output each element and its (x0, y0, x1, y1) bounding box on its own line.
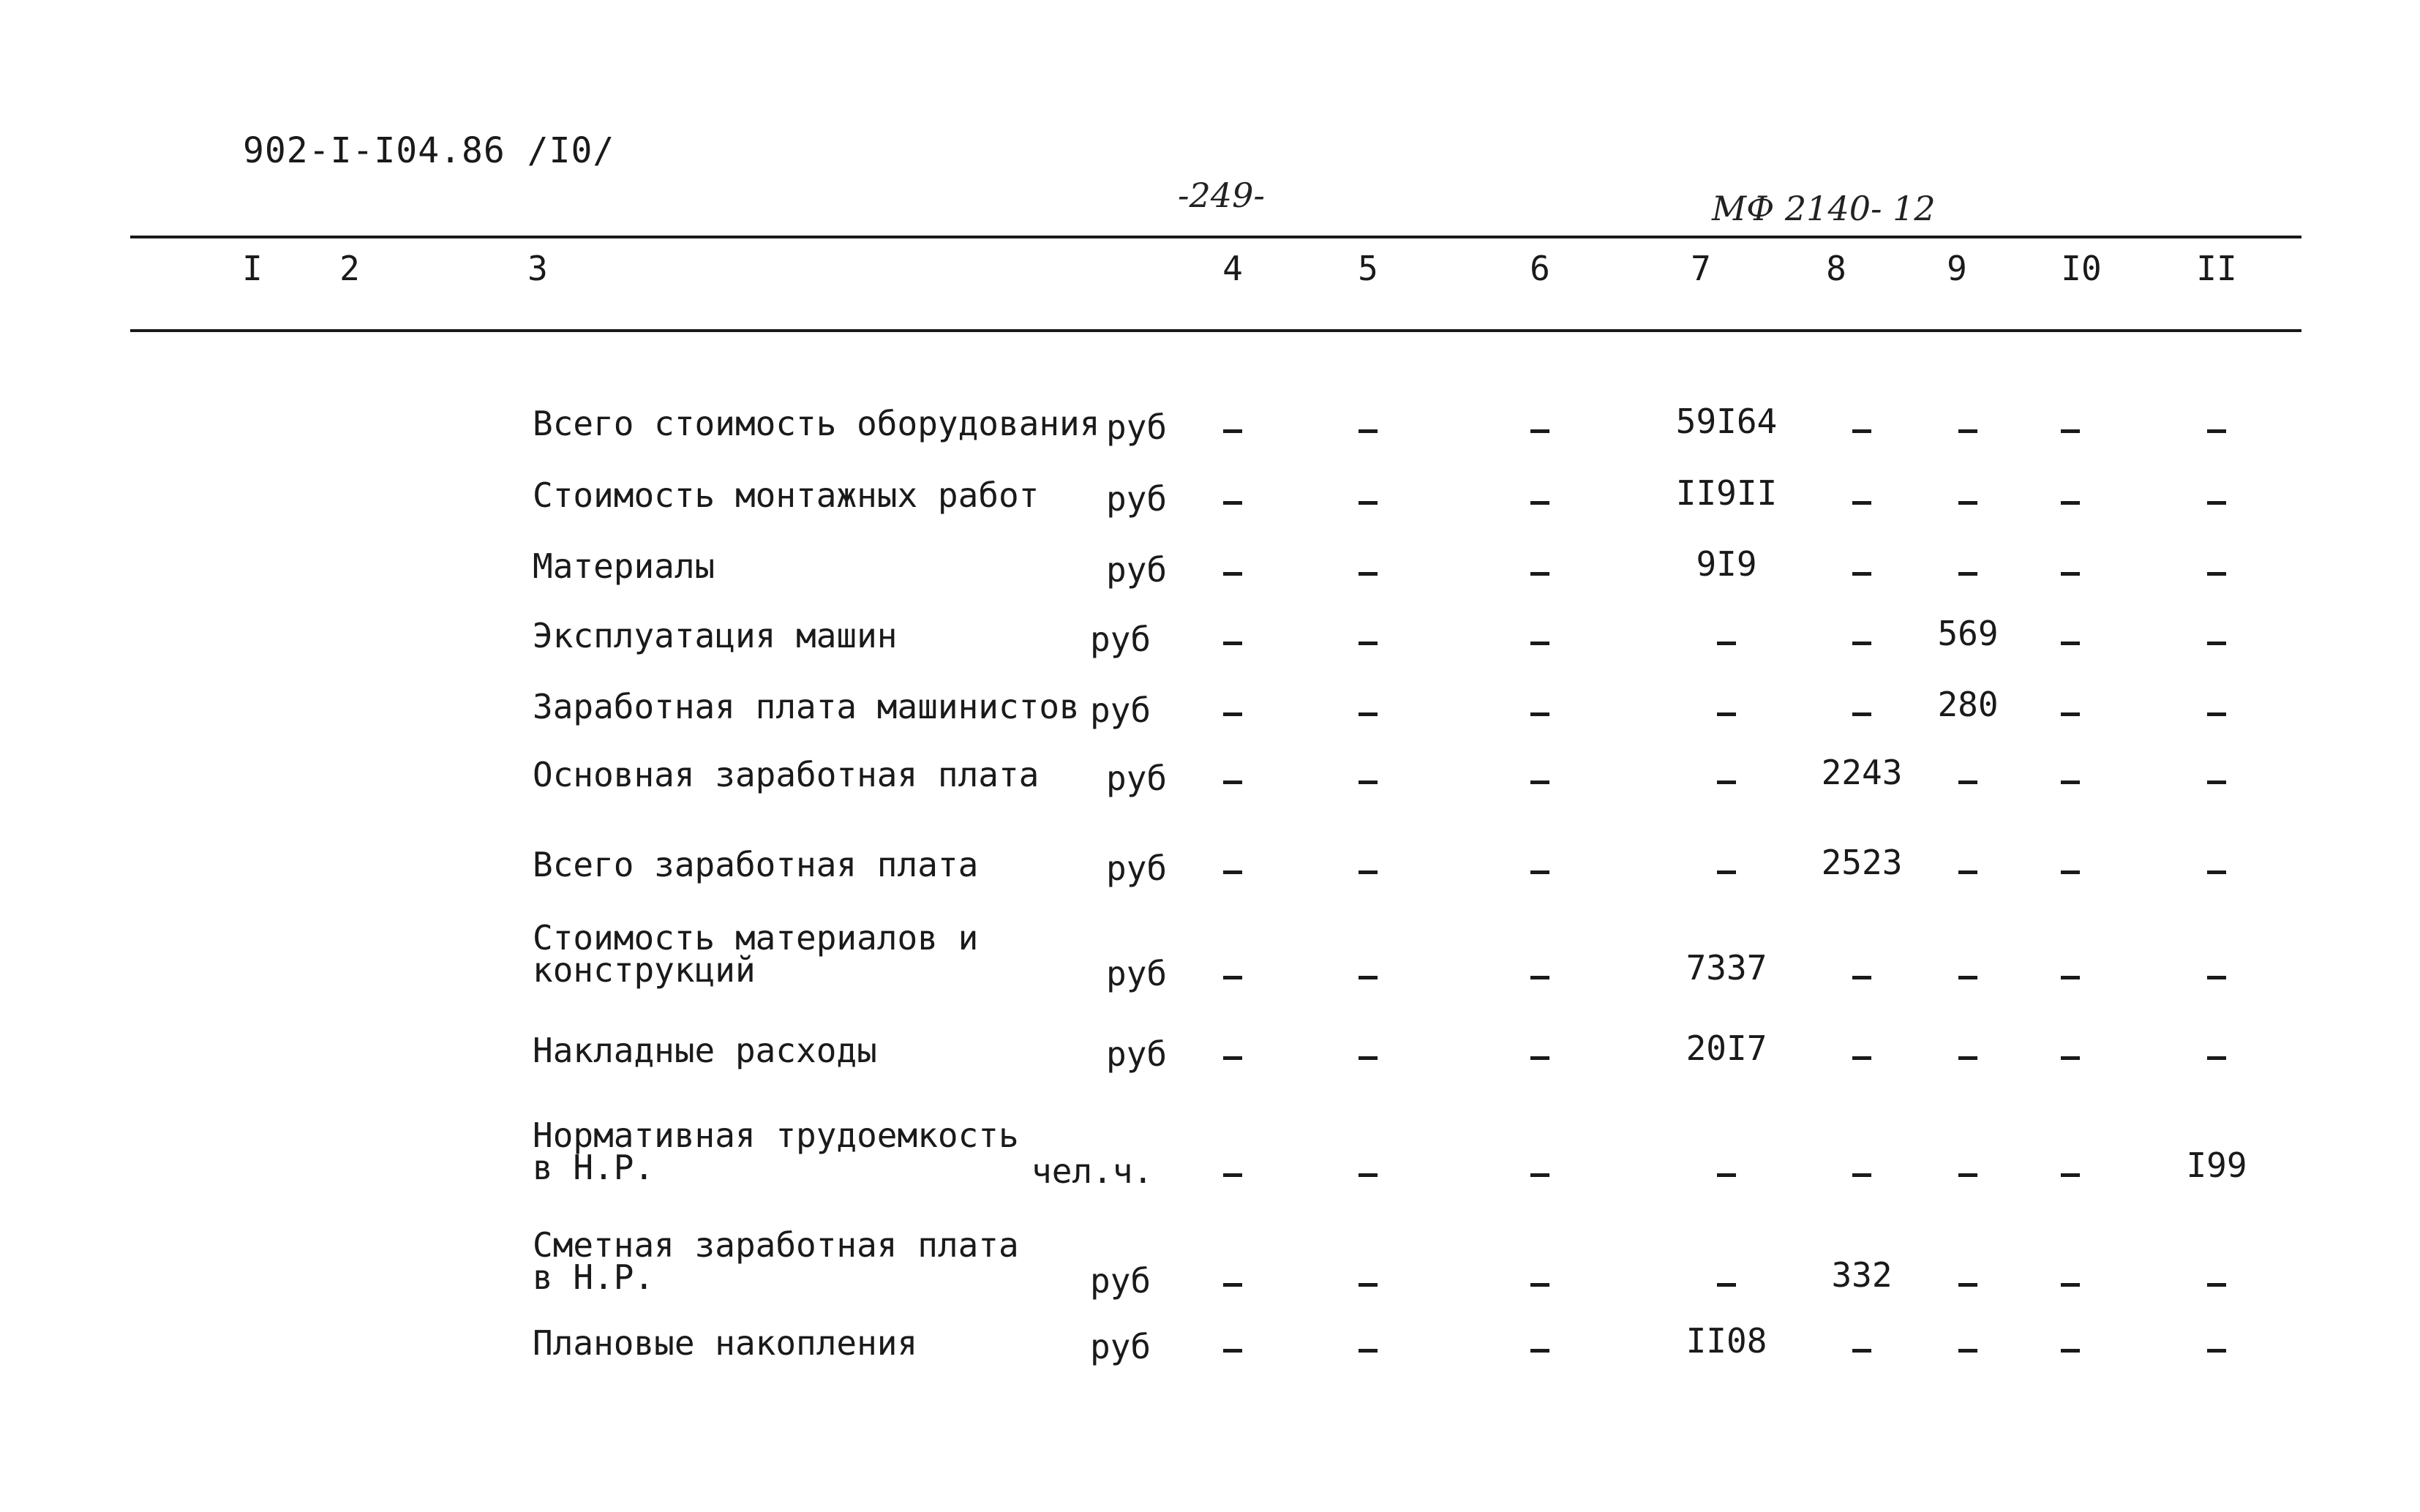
empty-cell-dash (1359, 1173, 1378, 1177)
empty-cell-dash (1852, 1056, 1871, 1060)
empty-cell-dash (2061, 976, 2080, 979)
empty-cell-dash (2207, 1056, 2226, 1060)
row-label-line: Сметная заработная плата (533, 1225, 1019, 1265)
empty-cell-dash (1852, 976, 1871, 979)
empty-cell-dash (1530, 870, 1549, 874)
column-header-10: I0 (2061, 249, 2102, 288)
empty-cell-dash (2061, 642, 2080, 645)
column-header-4: 4 (1222, 249, 1243, 288)
empty-cell-dash (1958, 781, 1977, 784)
value-cell: 569 (1937, 614, 1999, 653)
empty-cell-dash (1958, 572, 1977, 576)
row-label (533, 1323, 918, 1363)
empty-cell-dash (1852, 1173, 1871, 1177)
empty-cell-dash (1852, 429, 1871, 433)
empty-cell-dash (2207, 712, 2226, 716)
header-rule-top (130, 236, 2301, 238)
row-label-line: Заработная плата машинистов (533, 687, 1080, 726)
empty-cell-dash (1958, 429, 1977, 433)
empty-cell-dash (1359, 429, 1378, 433)
empty-cell-dash (1530, 1283, 1549, 1287)
column-header-11: II (2196, 249, 2237, 288)
row-label-line: Нормативная трудоемкость (533, 1116, 1019, 1155)
empty-cell-dash (1530, 976, 1549, 979)
empty-cell-dash (2207, 1283, 2226, 1287)
empty-cell-dash (1359, 870, 1378, 874)
value-cell: 280 (1937, 685, 1999, 724)
empty-cell-dash (2207, 429, 2226, 433)
empty-cell-dash (2061, 781, 2080, 784)
empty-cell-dash (1530, 1349, 1549, 1353)
row-unit: руб (1090, 1327, 1151, 1366)
row-label-line: Эксплуатация машин (533, 616, 898, 655)
empty-cell-dash (1958, 1349, 1977, 1353)
row-label-line: Всего стоимость оборудования (533, 404, 1100, 443)
empty-cell-dash (1717, 870, 1736, 874)
row-label-line: Основная заработная плата (533, 755, 1040, 794)
value-cell: 7337 (1686, 948, 1767, 988)
value-cell: 20I7 (1686, 1028, 1767, 1068)
row-unit: руб (1106, 550, 1168, 590)
row-unit: руб (1090, 1261, 1151, 1301)
empty-cell-dash (1359, 642, 1378, 645)
empty-cell-dash (2061, 1349, 2080, 1353)
row-unit: руб (1106, 479, 1168, 519)
empty-cell-dash (2061, 1173, 2080, 1177)
empty-cell-dash (1223, 976, 1242, 979)
header-rule-bottom (130, 329, 2301, 332)
empty-cell-dash (1852, 1349, 1871, 1353)
empty-cell-dash (2207, 501, 2226, 505)
empty-cell-dash (1359, 1283, 1378, 1287)
value-cell: 59I64 (1675, 402, 1778, 441)
row-label (533, 1225, 1019, 1297)
row-unit: руб (1090, 620, 1151, 659)
empty-cell-dash (2061, 429, 2080, 433)
empty-cell-dash (1852, 572, 1871, 576)
empty-cell-dash (2061, 870, 2080, 874)
empty-cell-dash (1530, 642, 1549, 645)
empty-cell-dash (1223, 1283, 1242, 1287)
value-cell: 9I9 (1696, 544, 1757, 584)
row-label (533, 404, 1100, 443)
document-code: 902-I-I04.86 /I0/ (243, 130, 615, 171)
empty-cell-dash (1530, 429, 1549, 433)
empty-cell-dash (1359, 712, 1378, 716)
empty-cell-dash (1359, 1349, 1378, 1353)
empty-cell-dash (1530, 572, 1549, 576)
empty-cell-dash (1958, 501, 1977, 505)
row-unit: чел.ч. (1031, 1151, 1154, 1191)
empty-cell-dash (1223, 781, 1242, 784)
value-cell: II9II (1675, 473, 1778, 513)
empty-cell-dash (1223, 1349, 1242, 1353)
empty-cell-dash (2207, 870, 2226, 874)
empty-cell-dash (2061, 712, 2080, 716)
column-header-7: 7 (1691, 249, 1711, 288)
empty-cell-dash (1530, 781, 1549, 784)
row-unit: руб (1106, 1034, 1168, 1074)
row-label (533, 475, 1040, 515)
empty-cell-dash (1958, 976, 1977, 979)
row-label (533, 755, 1040, 794)
empty-cell-dash (2207, 781, 2226, 784)
sheet-code: МФ 2140- 12 (1712, 189, 1936, 228)
empty-cell-dash (1717, 1283, 1736, 1287)
empty-cell-dash (1852, 712, 1871, 716)
row-label-line: Накладные расходы (533, 1031, 877, 1070)
row-label-line: Всего заработная плата (533, 845, 979, 884)
empty-cell-dash (1958, 1056, 1977, 1060)
empty-cell-dash (2207, 1349, 2226, 1353)
empty-cell-dash (1958, 1283, 1977, 1287)
empty-cell-dash (2207, 642, 2226, 645)
empty-cell-dash (1852, 642, 1871, 645)
row-unit: руб (1106, 849, 1168, 888)
value-cell: 332 (1831, 1255, 1893, 1295)
row-label (533, 1116, 1019, 1187)
column-header-3: 3 (527, 249, 548, 288)
row-label-line: Стоимость монтажных работ (533, 475, 1040, 515)
column-header-9: 9 (1947, 249, 1967, 288)
empty-cell-dash (2207, 572, 2226, 576)
empty-cell-dash (2207, 976, 2226, 979)
empty-cell-dash (1359, 781, 1378, 784)
row-label (533, 546, 715, 586)
row-unit: руб (1106, 759, 1168, 798)
value-cell: I99 (2186, 1146, 2247, 1185)
empty-cell-dash (1223, 1173, 1242, 1177)
column-header-1: I (242, 249, 263, 288)
row-label-line: конструкций (533, 950, 756, 990)
empty-cell-dash (1717, 642, 1736, 645)
empty-cell-dash (1359, 1056, 1378, 1060)
empty-cell-dash (1223, 501, 1242, 505)
empty-cell-dash (1530, 712, 1549, 716)
row-label-line: Стоимость материалов и (533, 918, 979, 958)
empty-cell-dash (1359, 976, 1378, 979)
empty-cell-dash (1958, 1173, 1977, 1177)
empty-cell-dash (1223, 712, 1242, 716)
value-cell: 2523 (1821, 843, 1903, 882)
value-cell: II08 (1686, 1321, 1767, 1361)
row-unit: руб (1090, 691, 1151, 730)
empty-cell-dash (1223, 1056, 1242, 1060)
row-label (533, 1031, 877, 1070)
row-unit: руб (1106, 954, 1168, 993)
empty-cell-dash (1717, 781, 1736, 784)
column-header-8: 8 (1826, 249, 1846, 288)
row-label-line: в Н.Р. (533, 1148, 655, 1187)
empty-cell-dash (1958, 870, 1977, 874)
value-cell: 2243 (1821, 753, 1903, 792)
column-header-5: 5 (1358, 249, 1378, 288)
empty-cell-dash (1223, 870, 1242, 874)
row-label-line: Материалы (533, 546, 715, 586)
row-label (533, 687, 1080, 726)
row-label (533, 616, 898, 655)
row-label (533, 918, 979, 990)
empty-cell-dash (2061, 1283, 2080, 1287)
empty-cell-dash (2061, 501, 2080, 505)
empty-cell-dash (1223, 642, 1242, 645)
empty-cell-dash (1717, 712, 1736, 716)
column-header-2: 2 (339, 249, 360, 288)
row-label (533, 845, 979, 884)
empty-cell-dash (1223, 572, 1242, 576)
empty-cell-dash (1359, 501, 1378, 505)
empty-cell-dash (1530, 1173, 1549, 1177)
row-unit: руб (1106, 407, 1168, 447)
empty-cell-dash (1223, 429, 1242, 433)
empty-cell-dash (1852, 501, 1871, 505)
empty-cell-dash (2061, 572, 2080, 576)
column-header-6: 6 (1530, 249, 1550, 288)
page-number: -249- (1178, 176, 1265, 215)
row-label-line: Плановые накопления (533, 1323, 918, 1363)
empty-cell-dash (1530, 1056, 1549, 1060)
empty-cell-dash (1530, 501, 1549, 505)
empty-cell-dash (1717, 1173, 1736, 1177)
empty-cell-dash (2061, 1056, 2080, 1060)
empty-cell-dash (1359, 572, 1378, 576)
row-label-line: в Н.Р. (533, 1257, 655, 1297)
